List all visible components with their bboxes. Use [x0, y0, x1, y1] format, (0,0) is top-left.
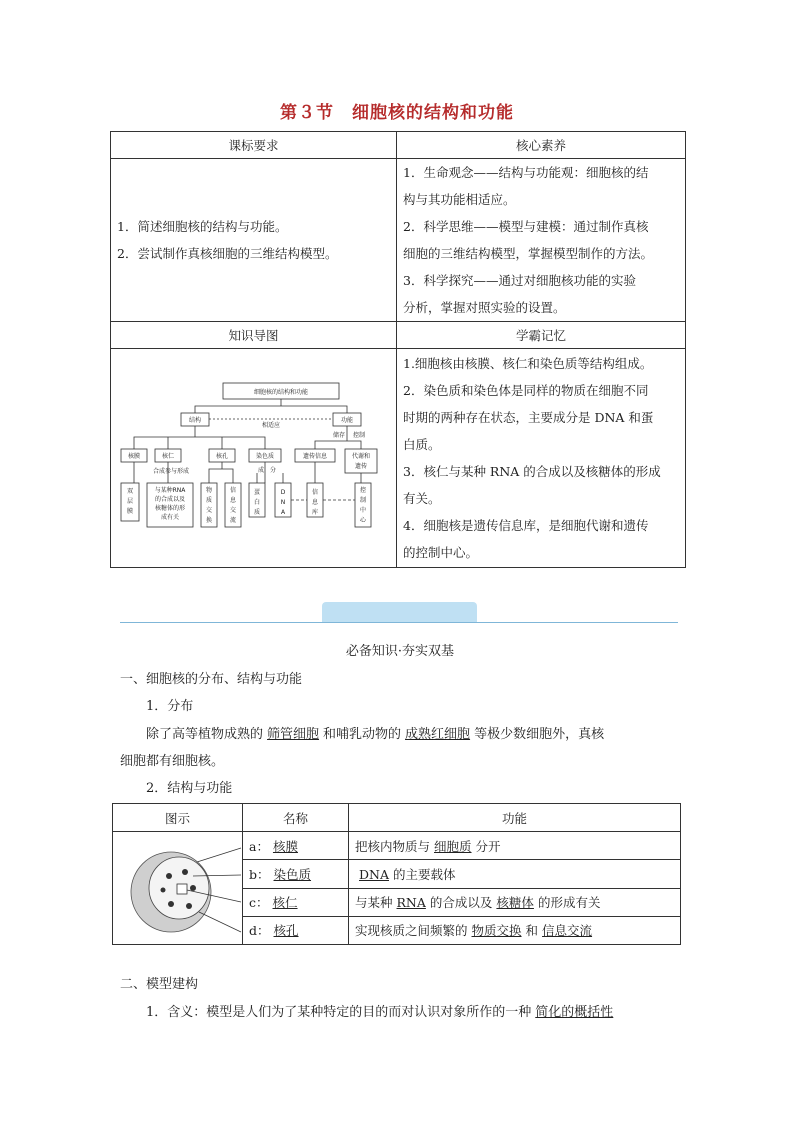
blank-answer: RNA	[396, 895, 426, 911]
literacy-line: 构与其功能相适应。	[403, 192, 516, 207]
literacy-line: 1．生命观念——结构与功能观：细胞核的结	[403, 165, 649, 180]
label-a: a：	[249, 838, 269, 854]
requirements-cell	[111, 159, 397, 322]
blank-answer: 细胞质	[434, 838, 472, 854]
header-diagram: 图示	[113, 804, 243, 832]
structure-function-table	[112, 803, 681, 945]
requirement-1: 1．简述细胞核的结构与功能。	[117, 219, 288, 234]
text: 和哺乳动物的	[323, 727, 402, 742]
mindmap-library: 息	[311, 499, 319, 506]
name-cell-d	[243, 916, 349, 944]
blank-answer: 核仁	[272, 895, 298, 911]
memory-cell	[397, 349, 686, 568]
section-tab	[322, 602, 477, 622]
page-title: 第３节 细胞核的结构和功能	[280, 103, 514, 123]
mindmap-composition: 成	[257, 467, 265, 474]
mindmap-dna: D	[280, 489, 286, 496]
text: 与某种	[355, 895, 393, 911]
memory-line: 4．细胞核是遗传信息库，是细胞代谢和遗传	[403, 518, 649, 533]
blank-answer: 信息交流	[542, 923, 593, 939]
mindmap-double: 双	[126, 488, 134, 495]
blank-answer: 简化的概括性	[535, 1005, 614, 1020]
text: 的形成有关	[537, 895, 601, 911]
requirements-table	[110, 131, 686, 568]
memory-line: 有关。	[403, 491, 441, 506]
literacy-line: 3．科学探究——通过对细胞核功能的实验	[403, 273, 636, 288]
memory-line: 的控制中心。	[403, 545, 479, 560]
mindmap-rna: 与某种RNA	[154, 487, 186, 494]
mindmap-metab: 遗传	[354, 463, 368, 470]
text: 把核内物质与	[355, 838, 431, 854]
blank-answer: 核糖体	[496, 895, 534, 911]
mindmap-dna: A	[280, 509, 286, 516]
function-cell-a	[349, 832, 681, 860]
label-d: d：	[249, 923, 270, 939]
blank-answer: 物质交换	[471, 923, 522, 939]
mindmap-rna: 的合成以及	[154, 496, 186, 503]
mindmap-info: 交	[229, 507, 237, 514]
mindmap-library: 信	[311, 489, 319, 496]
paragraph-distribution	[146, 723, 716, 742]
mindmap-cell	[111, 349, 397, 568]
section-divider	[120, 622, 678, 623]
mindmap-participate: 合成参与形成	[152, 468, 190, 475]
requirement-2: 2．尝试制作真核细胞的三维结构模型。	[117, 246, 338, 261]
mindmap-pore: 核孔	[215, 453, 229, 460]
header-name: 名称	[243, 804, 349, 832]
mindmap-material: 交	[205, 507, 213, 514]
label-c: c：	[249, 895, 269, 911]
blank-answer: DNA	[359, 866, 389, 882]
mindmap-store: 储存	[332, 432, 346, 439]
memory-line: 1.细胞核由核膜、核仁和染色质等结构组成。	[403, 356, 653, 371]
mindmap-composition: 分	[269, 467, 277, 474]
mindmap-adapt: 相适应	[261, 422, 281, 429]
mindmap-protein: 白	[253, 499, 261, 506]
paragraph-distribution-cont: 细胞都有细胞核。	[120, 754, 225, 769]
text: 和	[525, 923, 539, 939]
mindmap-protein: 质	[253, 509, 261, 516]
paragraph-model	[146, 1001, 716, 1020]
literacy-line: 细胞的三维结构模型，掌握模型制作的方法。	[403, 246, 654, 261]
mindmap-material: 质	[205, 497, 213, 504]
function-cell-d	[349, 916, 681, 944]
name-cell-b	[243, 860, 349, 888]
section2-title: 二、模型建构	[120, 977, 199, 992]
text: 实现核质之间频繁的	[355, 923, 468, 939]
name-cell-c	[243, 888, 349, 916]
name-cell-a	[243, 832, 349, 860]
mindmap-info: 信	[229, 487, 237, 494]
mindmap-material: 物	[205, 487, 213, 494]
mindmap-double: 层	[126, 498, 134, 505]
header-mindmap: 知识导图	[111, 322, 397, 349]
header-function: 功能	[349, 804, 681, 832]
mindmap-protein: 蛋	[253, 489, 261, 496]
header-memory: 学霸记忆	[397, 322, 686, 349]
mindmap-nucleolus: 核仁	[161, 453, 175, 460]
mindmap-root: 细胞核的结构和功能	[253, 389, 309, 396]
mindmap-membrane: 核膜	[127, 453, 141, 460]
text: 分开	[475, 838, 501, 854]
mindmap-center: 中	[359, 507, 367, 514]
mindmap-rna: 成有关	[160, 514, 180, 521]
subsection-structure: 2．结构与功能	[146, 781, 233, 796]
mindmap-dna: N	[280, 499, 286, 506]
mindmap-chromatin: 染色质	[255, 453, 275, 460]
knowledge-mindmap	[111, 349, 397, 567]
memory-line: 3．核仁与某种 RNA 的合成以及核糖体的形成	[403, 464, 661, 479]
header-literacy: 核心素养	[397, 132, 686, 159]
mindmap-genetic-info: 遗传信息	[302, 453, 328, 460]
blank-answer: 筛管细胞	[267, 727, 320, 742]
text: 等极少数细胞外，真核	[474, 727, 605, 742]
literacy-line: 分析，掌握对照实验的设置。	[403, 300, 566, 315]
blank-answer: 成熟红细胞	[405, 727, 471, 742]
function-cell-c	[349, 888, 681, 916]
literacy-line: 2．科学思维——模型与建模：通过制作真核	[403, 219, 649, 234]
section-banner: 必备知识·夯实双基	[345, 644, 455, 659]
blank-answer: 核膜	[272, 838, 298, 854]
mindmap-center: 制	[359, 497, 367, 504]
function-cell-b	[349, 860, 681, 888]
mindmap-center: 心	[359, 517, 367, 524]
text: 的合成以及	[429, 895, 493, 911]
mindmap-material: 换	[205, 517, 213, 524]
mindmap-info: 息	[229, 497, 237, 504]
memory-line: 白质。	[403, 437, 441, 452]
mindmap-center: 控	[359, 487, 367, 494]
literacy-cell	[397, 159, 686, 322]
mindmap-structure: 结构	[188, 417, 202, 424]
mindmap-function: 功能	[340, 417, 354, 424]
mindmap-double: 膜	[126, 508, 134, 515]
text: 的主要载体	[393, 866, 456, 882]
nucleus-diagram	[113, 832, 243, 944]
text: 除了高等植物成熟的	[146, 727, 264, 742]
memory-line: 时期的两种存在状态，主要成分是 DNA 和蛋	[403, 410, 654, 425]
mindmap-rna: 核糖体的形	[154, 505, 186, 512]
text: 1．含义：模型是人们为了某种特定的目的而对认识对象所作的一种	[146, 1005, 532, 1020]
mindmap-info: 流	[229, 517, 237, 524]
nucleus-diagram-cell	[113, 832, 243, 945]
blank-answer: 染色质	[273, 866, 312, 882]
section1-title: 一、细胞核的分布、结构与功能	[120, 672, 303, 687]
mindmap-control: 控制	[352, 432, 366, 439]
header-curriculum: 课标要求	[111, 132, 397, 159]
subsection-distribution: 1．分布	[146, 699, 194, 714]
mindmap-library: 库	[311, 509, 319, 516]
memory-line: 2．染色质和染色体是同样的物质在细胞不同	[403, 383, 649, 398]
label-b: b：	[249, 866, 270, 882]
mindmap-metab: 代谢和	[351, 453, 371, 460]
blank-answer: 核孔	[273, 923, 299, 939]
